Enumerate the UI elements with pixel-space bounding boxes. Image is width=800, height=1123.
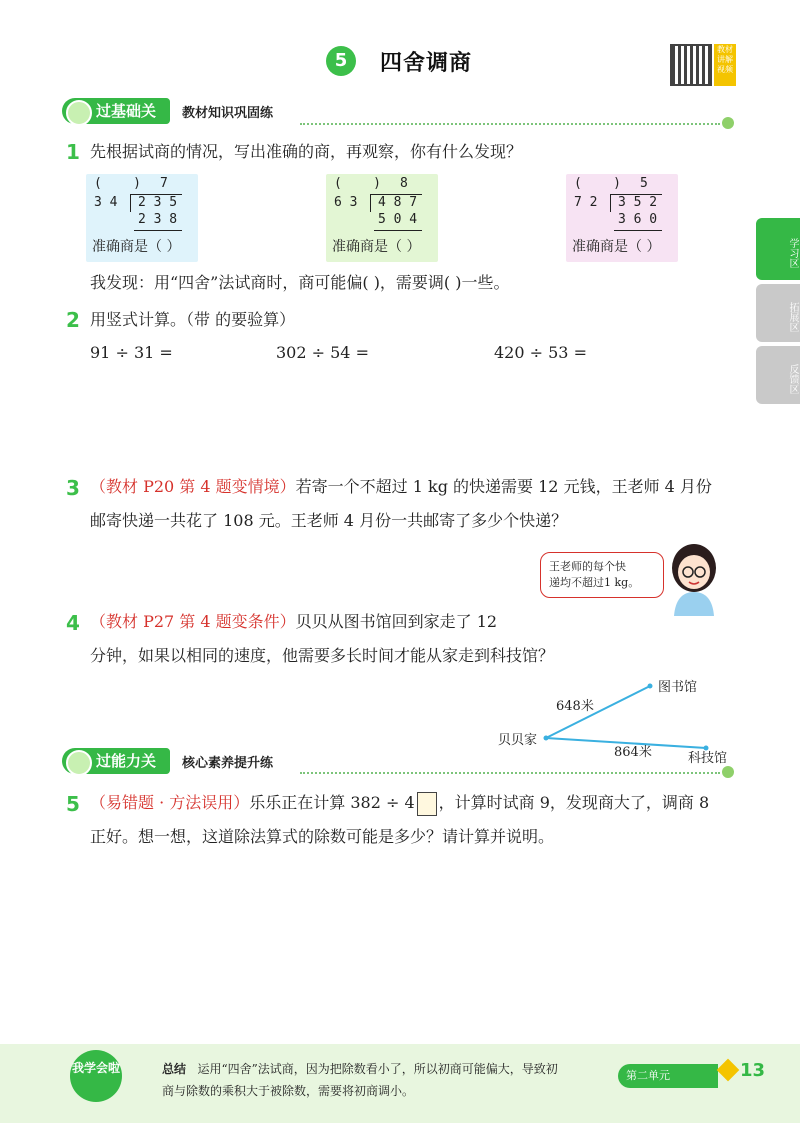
question-text: 用竖式计算。（带 的要验算） <box>90 310 296 329</box>
question-line: 乐乐正在计算 382 ÷ 4 <box>249 793 415 812</box>
question-text <box>90 607 497 637</box>
page-number: 13 <box>740 1060 766 1081</box>
question-number: 5 <box>66 792 80 816</box>
question-tag: （教材 P27 第 4 题变条件） <box>90 612 296 631</box>
question-line: ，计算时试商 9，发现商大了，调商 8 <box>438 793 710 812</box>
product: 3 6 0 <box>618 212 658 227</box>
calc-item: 420 ÷ 53 = <box>494 343 587 362</box>
question-text <box>90 788 709 818</box>
calc-item: 302 ÷ 54 = <box>276 343 369 362</box>
divisor: 3 4 <box>94 195 118 210</box>
qr-code-icon[interactable] <box>670 44 712 86</box>
teacher-icon <box>664 540 724 616</box>
section-divider <box>300 123 720 125</box>
dividend: 2 3 5 <box>138 195 178 210</box>
question-line: 贝贝从图书馆回到家走了 12 <box>295 612 498 631</box>
subtraction-bar <box>374 230 422 231</box>
side-tab-feedback[interactable]: 反馈区 <box>756 346 800 404</box>
question-tag: （易错题 · 方法误用） <box>90 793 250 812</box>
subtraction-bar <box>134 230 182 231</box>
section-basic-label: 过基础关 <box>62 98 170 124</box>
subtraction-bar <box>614 230 662 231</box>
summary-line: 运用“四舍”法试商，因为把除数看小了，所以初商可能偏大，导致初 <box>197 1062 558 1076</box>
divisor: 7 2 <box>574 195 598 210</box>
answer-label: 准确商是（ ） <box>572 239 661 255</box>
division-card <box>326 174 438 262</box>
question-line: 若寄一个不超过 1 kg 的快递需要 12 元钱，王老师 4 月份 <box>295 477 712 496</box>
question-number: 1 <box>66 140 80 164</box>
blank-box[interactable] <box>417 792 437 816</box>
question-number: 3 <box>66 476 80 500</box>
trial-quotient: 5 <box>640 176 648 191</box>
finding-text: 我发现：用“四舍”法试商时，商可能偏( )，需要调( )一些。 <box>90 273 510 292</box>
speech-bubble <box>540 552 664 598</box>
answer-label: 准确商是（ ） <box>332 239 421 255</box>
product: 5 0 4 <box>378 212 418 227</box>
quotient-paren: ( ) <box>574 176 621 191</box>
trial-quotient: 7 <box>160 176 168 191</box>
map-distance-library: 648米 <box>556 699 594 714</box>
question-line: 正好。想一想，这道除法算式的除数可能是多少？请计算并说明。 <box>90 827 555 846</box>
section-ability-header <box>62 748 273 774</box>
lesson-number-badge: 5 <box>326 46 356 76</box>
map-label-museum: 科技馆 <box>688 751 728 766</box>
unit-label: 第二单元 <box>618 1064 718 1088</box>
question-text: 先根据试商的情况，写出准确的商，再观察，你有什么发现？ <box>90 142 523 161</box>
question-text <box>90 472 712 502</box>
dividend: 3 5 2 <box>618 195 658 210</box>
division-bracket <box>370 194 371 212</box>
section-basic-header <box>62 98 273 124</box>
product: 2 3 8 <box>138 212 178 227</box>
quotient-paren: ( ) <box>94 176 141 191</box>
question-number: 4 <box>66 611 80 635</box>
section-ability-label: 过能力关 <box>62 748 170 774</box>
question-tag: （教材 P20 第 4 题变情境） <box>90 477 296 496</box>
map-label-library: 图书馆 <box>658 680 698 695</box>
summary-text <box>162 1058 602 1102</box>
division-bracket <box>610 194 611 212</box>
summary-line: 商与除数的乘积大于被除数，需要将初商调小。 <box>162 1084 415 1098</box>
map-distance-museum: 864米 <box>614 745 652 760</box>
footer-badge: 我学会啦 <box>70 1050 122 1102</box>
division-bracket <box>130 194 131 212</box>
summary-label: 总结 <box>162 1062 187 1076</box>
divisor: 6 3 <box>334 195 358 210</box>
question-number: 2 <box>66 308 80 332</box>
question-line: 邮寄快递一共花了 108 元。王老师 4 月份一共邮寄了多少个快递？ <box>90 511 568 530</box>
flower-icon <box>722 766 734 778</box>
qr-tag: 教材讲解视频 <box>714 44 736 86</box>
division-card <box>86 174 198 262</box>
bubble-line: 王老师的每个快 <box>549 560 626 573</box>
division-card <box>566 174 678 262</box>
flower-icon <box>722 117 734 129</box>
page-title: 四舍调商 <box>380 51 473 76</box>
bubble-line: 递均不超过1 kg。 <box>549 576 640 589</box>
side-tab-extend[interactable]: 拓展区 <box>756 284 800 342</box>
section-divider <box>300 772 720 774</box>
answer-label: 准确商是（ ） <box>92 239 181 255</box>
dividend: 4 8 7 <box>378 195 418 210</box>
quotient-paren: ( ) <box>334 176 381 191</box>
section-basic-subtitle: 教材知识巩固练 <box>182 105 274 121</box>
question-line: 分钟，如果以相同的速度，他需要多长时间才能从家走到科技馆？ <box>90 646 555 665</box>
side-tab-study[interactable]: 学习区 <box>756 218 800 280</box>
map-label-home: 贝贝家 <box>498 733 538 748</box>
section-ability-subtitle: 核心素养提升练 <box>182 755 274 771</box>
trial-quotient: 8 <box>400 176 408 191</box>
calc-item: 91 ÷ 31 = <box>90 343 173 362</box>
